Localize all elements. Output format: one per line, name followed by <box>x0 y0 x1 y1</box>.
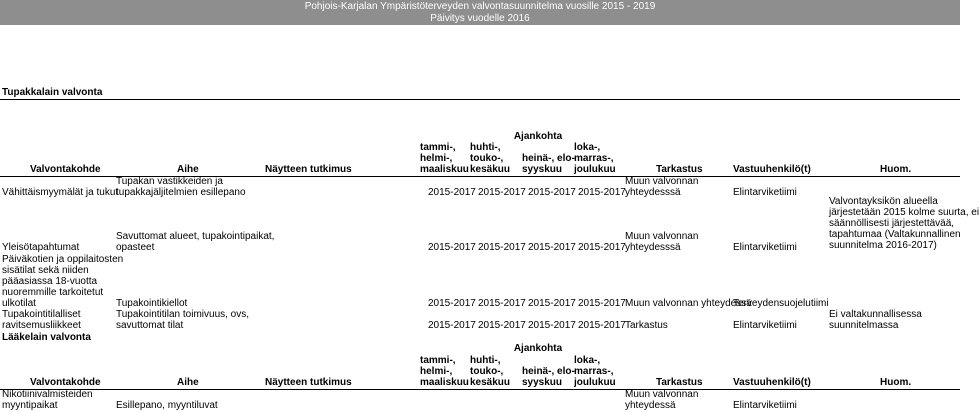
row2-year-q2: 2015-2017 <box>478 242 526 253</box>
row4-vastuu: Elintarviketiimi <box>733 320 797 331</box>
row4-year-q1: 2015-2017 <box>428 320 476 331</box>
laake-header-ajankohta: Ajankohta <box>513 343 563 354</box>
row1-vastuu: Elintarviketiimi <box>733 187 797 198</box>
row4-year-q2: 2015-2017 <box>478 320 526 331</box>
header-q4: loka-, marras-, joulukuu <box>574 142 616 175</box>
row3-year-q1: 2015-2017 <box>428 298 476 309</box>
row2-year-q1: 2015-2017 <box>428 242 476 253</box>
laake-header-aihe: Aihe <box>177 377 199 388</box>
laake-header-tarkastus: Tarkastus <box>656 377 703 388</box>
row2-aihe: Savuttomat alueet, tupakointipaikat, opasteet <box>116 231 275 253</box>
row1-tarkastus: Muun valvonnan yhteydesssä <box>625 176 699 198</box>
row1-year-q3: 2015-2017 <box>528 187 576 198</box>
header-aihe: Aihe <box>177 164 199 175</box>
laake-header-naytteen-tutkimus: Näytteen tutkimus <box>265 377 352 388</box>
row3-year-q3: 2015-2017 <box>528 298 576 309</box>
row1-aihe: Tupakan vastikkeiden ja tupakkajäljitelmien esillepano <box>116 176 246 198</box>
header-ajankohta: Ajankohta <box>513 131 563 142</box>
row3-vastuu: Terveydensuojelutiimi <box>733 298 829 309</box>
laake-header-q3: heinä-, elo- syyskuu <box>522 366 575 388</box>
row4-year-q3: 2015-2017 <box>528 320 576 331</box>
row3-year-q2: 2015-2017 <box>478 298 526 309</box>
header-huom: Huom. <box>880 164 912 175</box>
laake-header-huom: Huom. <box>880 377 912 388</box>
section-title-laake: Lääkelain valvonta <box>2 332 91 343</box>
laake-header-vastuuhenkilo: Vastuuhenkilö(t) <box>733 377 811 388</box>
laake-header-valvontakohde: Valvontakohde <box>30 377 101 388</box>
row4-kohde: Tupakointitilalliset ravitsemusliikkeet <box>2 309 81 331</box>
header-q1: tammi-, helmi-, maaliskuu <box>420 142 469 175</box>
laake-row1-tarkastus: Muun valvonnan yhteydessä <box>625 389 699 411</box>
header-q3: heinä-, elo- syyskuu <box>522 153 575 175</box>
row3-aihe: Tupakointikiellot <box>116 298 188 309</box>
row1-year-q2: 2015-2017 <box>478 187 526 198</box>
row4-tarkastus: Tarkastus <box>625 320 668 331</box>
row4-aihe: Tupakointitilan toimivuus, ovs, savuttomat tilat <box>116 309 250 331</box>
laake-header-q2: huhti-, touko-, kesäkuu <box>470 355 511 388</box>
header-vastuuhenkilo: Vastuuhenkilö(t) <box>733 164 811 175</box>
row3-kohde: Päiväkotien ja oppilaitosten sisätilat sekä niiden pääasiassa 18-vuotta nuoremmille tarkoitetut ulkotilat <box>2 254 124 309</box>
row3-tarkastus: Muun valvonnan yhteydessä <box>625 298 752 309</box>
section-divider <box>0 99 960 100</box>
header-naytteen-tutkimus: Näytteen tutkimus <box>265 164 352 175</box>
laake-row1-kohde: Nikotiinivalmisteiden myyntipaikat <box>2 389 93 411</box>
laake-header-q1: tammi-, helmi-, maaliskuu <box>420 355 469 388</box>
row3-year-q4: 2015-2017 <box>578 298 626 309</box>
laake-row1-aihe: Esillepano, myyntiluvat <box>116 400 218 411</box>
row2-year-q3: 2015-2017 <box>528 242 576 253</box>
header-q2: huhti-, touko-, kesäkuu <box>470 142 511 175</box>
row4-year-q4: 2015-2017 <box>578 320 626 331</box>
header-valvontakohde: Valvontakohde <box>30 164 101 175</box>
header-tarkastus: Tarkastus <box>656 164 703 175</box>
row1-kohde: Vähittäismyymälät ja tukut <box>2 187 119 198</box>
row2-huom: Valvontayksikön alueella järjestetään 2015 kolme suurta, ei säännöllisesti järjestettävää, tapahtumaa (Valtakunnallinen suunnitelma 2016-2017) <box>829 196 979 251</box>
section-title-tupakka: Tupakkalain valvonta <box>2 87 103 98</box>
laake-header-q4: loka-, marras-, joulukuu <box>574 355 616 388</box>
row2-year-q4: 2015-2017 <box>578 242 626 253</box>
row4-huom: Ei valtakunnallisessa suunnitelmassa <box>829 309 922 331</box>
document-subtitle: Päivitys vuodelle 2016 <box>430 13 530 24</box>
row1-year-q1: 2015-2017 <box>428 187 476 198</box>
laake-header-underline <box>0 389 960 390</box>
row1-year-q4: 2015-2017 <box>578 187 626 198</box>
row2-tarkastus: Muun valvonnan yhteydesssä <box>625 231 699 253</box>
laake-row1-vastuu: Elintarviketiimi <box>733 400 797 411</box>
document-title: Pohjois-Karjalan Ympäristöterveyden valvontasuunnitelma vuosille 2015 - 2019 <box>304 1 656 12</box>
row2-vastuu: Elintarviketiimi <box>733 242 797 253</box>
row2-kohde: Yleisötapahtumat <box>2 242 80 253</box>
